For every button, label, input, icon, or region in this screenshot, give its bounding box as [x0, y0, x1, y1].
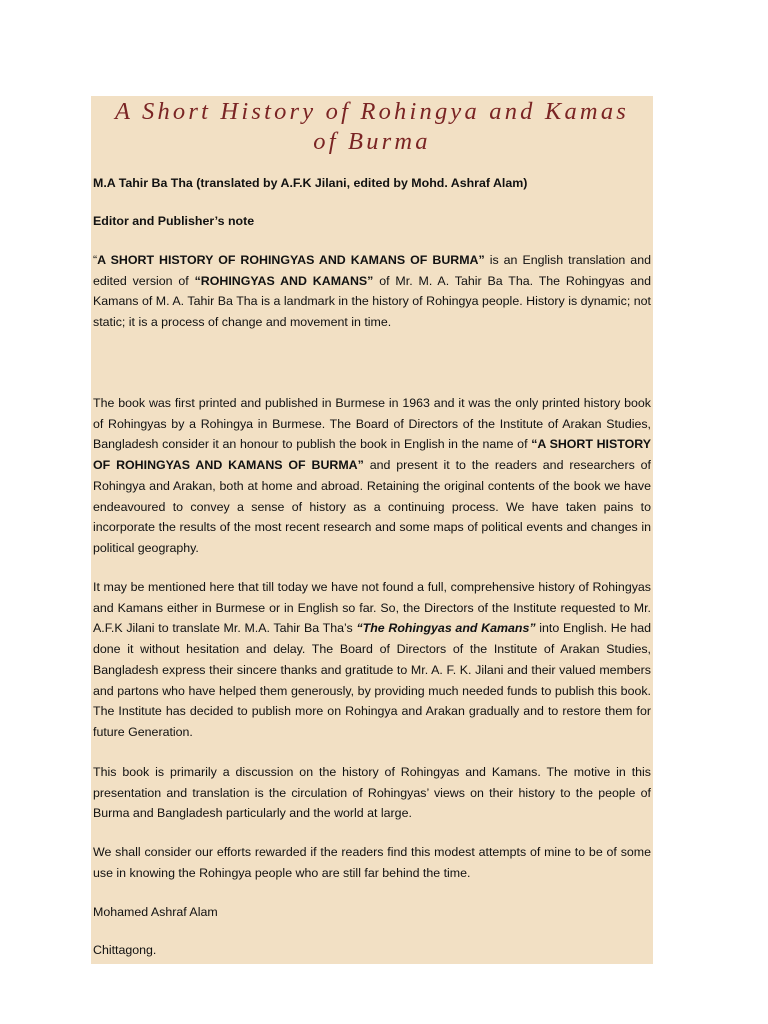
p3-text-2: into English. He had done it without hesitation and delay. The Board of Directors of the Institute of Arakan Studies, Bangladesh express their sincere thanks and gratitude to Mr. A. F. K. Jilani and their valued members and partons who have helped them generously, by providing much needed funds to publish this book. The Institute has decided to publish more on Rohingya and Arakan gradually and to restore them for future Generation.	[93, 621, 652, 739]
p1-text-1: is an English translation and edited version of	[93, 253, 651, 288]
p2-text-1: The book was first printed and published in Burmese in 1963 and it was the only printed history book of Rohingyas by a Rohingya in Burmese. The Board of Directors of the Institute of Arakan Studies, Bangladesh consider it an honour to publish the book in English in the name of	[93, 396, 651, 452]
signer-place: Chittagong.	[93, 943, 157, 957]
p1-bold-original-title: “ROHINGYAS AND KAMANS”	[194, 273, 374, 288]
p3-bold-italic-title: “The Rohingyas and Kamans”	[356, 621, 536, 636]
title-line-2: of Burma	[313, 128, 431, 155]
p2-text-2: and present it to the readers and researchers of Rohingya and Arakan, both at home and abroad. Retaining the original contents of the book we have endeavoured to convey a sense of history as a continuing process. We have taken pains to incorporate the results of the most recent research and some maps of political events and changes in political geography.	[93, 458, 651, 555]
document-title	[93, 97, 651, 157]
paragraph-1	[93, 250, 651, 333]
author-byline: M.A Tahir Ba Tha (translated by A.F.K Jilani, edited by Mohd. Ashraf Alam)	[93, 176, 528, 190]
p1-bold-title: A SHORT HISTORY OF ROHINGYAS AND KAMANS OF BURMA”	[97, 253, 485, 267]
p1-text-2: of Mr. M. A. Tahir Ba Tha. The Rohingyas and Kamans of M. A. Tahir Ba Tha is a landmark in the history of Rohingya people. History is dynamic; not static; it is a process of change and movement in time.	[93, 273, 651, 330]
signer-name: Mohamed Ashraf Alam	[93, 905, 218, 919]
title-line-1: A Short History of Rohingya and Kamas	[114, 98, 630, 125]
paragraph-3	[93, 577, 651, 743]
note-heading: Editor and Publisher’s note	[93, 214, 255, 228]
paragraph-4: This book is primarily a discussion on the history of Rohingyas and Kamans. The motive in this presentation and translation is the circulation of Rohingyas’ views on their history to the people of Burma and Bangladesh particularly and the world at large.	[93, 765, 651, 821]
p2-bold-title: “A SHORT HISTORY OF ROHINGYAS AND KAMANS OF BURMA”	[93, 437, 652, 473]
paragraph-2	[93, 393, 651, 559]
paragraph-5: We shall consider our efforts rewarded if the readers find this modest attempts of mine to be of some use in knowing the Rohingya people who are still far behind the time.	[93, 845, 651, 880]
p1-open-quote: “	[93, 253, 98, 267]
document-page	[91, 96, 653, 964]
p3-text-1: It may be mentioned here that till today we have not found a full, comprehensive history of Rohingyas and Kamans either in Burmese or in English so far. So, the Directors of the Institute requested to Mr. A.F.K Jilani to translate Mr. M.A. Tahir Ba Tha’s	[93, 580, 651, 636]
